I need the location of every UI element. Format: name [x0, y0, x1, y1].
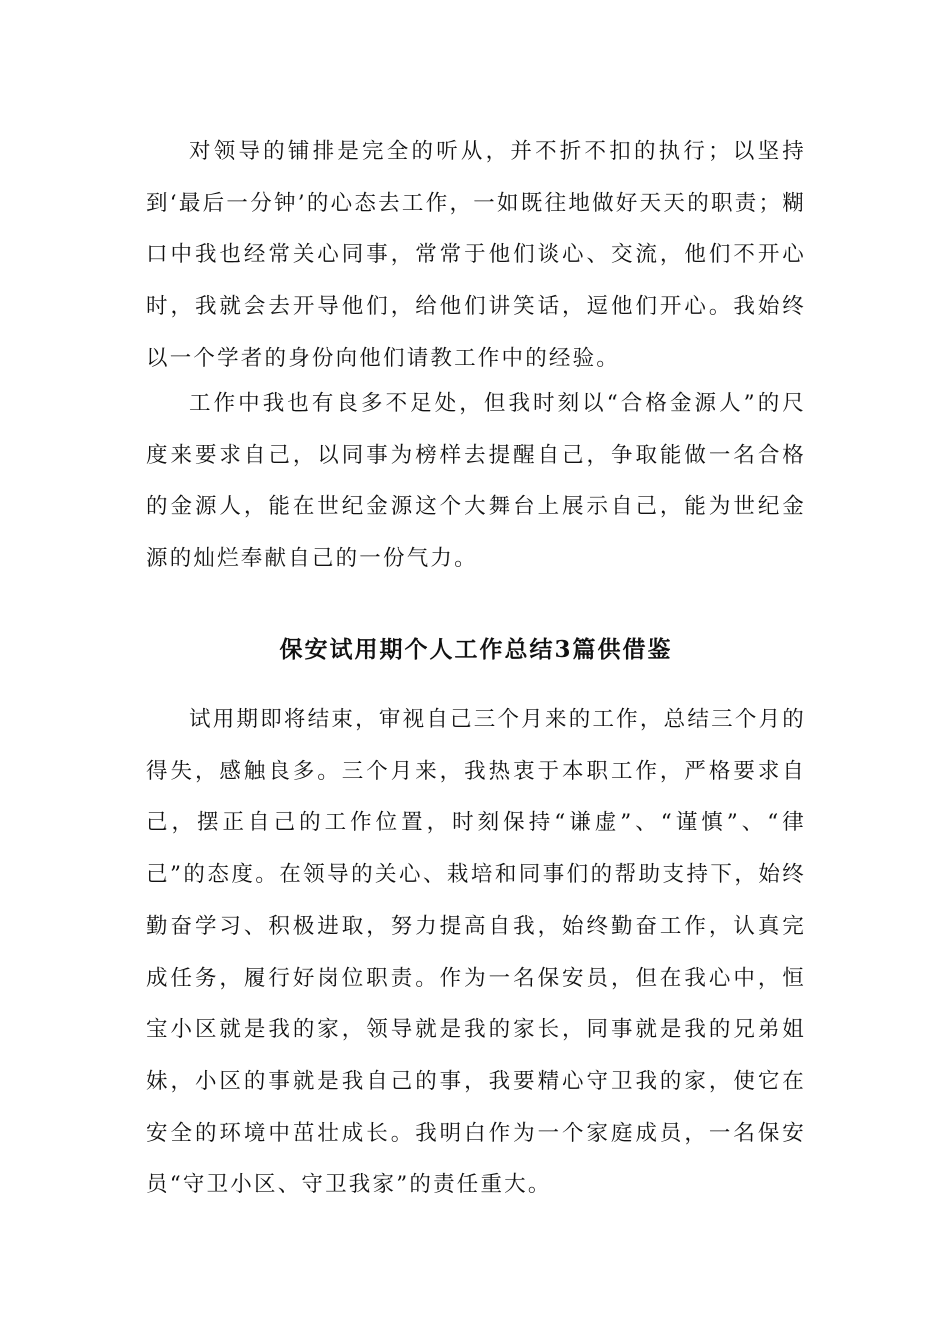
paragraph-probation-summary: 试用期即将结束，审视自己三个月来的工作，总结三个月的得失，感触良多。三个月来，我热衷于本职工作，严格要求自己，摆正自己的工作位置，时刻保持“谦虚”、“谨慎”、“律己”的态度。在领导的关心、栽培和同事们的帮助支持下，始终勤奋学习、积极进取，努力提高自我，始终勤奋工作，认真完成任务，履行好岗位职责。作为一名保安员，但在我心中，恒宝小区就是我的家，领导就是我的家长，同事就是我的兄弟姐妹，小区的事就是我自己的事，我要精心守卫我的家，使它在安全的环境中茁壮成长。我明白作为一个家庭成员，一名保安员“守卫小区、守卫我家”的责任重大。	[146, 707, 806, 1198]
section-title: 保安试用期个人工作总结3篇供借鉴	[279, 636, 673, 663]
paragraph-shortcomings: 工作中我也有良多不足处，但我时刻以“合格金源人”的尺度来要求自己，以同事为榜样去提醒自己，争取能做一名合格的金源人，能在世纪金源这个大舞台上展示自己，能为世纪金源的灿烂奉献自己的一份气力。	[146, 391, 806, 572]
paragraph-leadership: 对领导的铺排是完全的听从，并不折不扣的执行；以坚持到‘最后一分钟’的心态去工作，一如既往地做好天天的职责；糊口中我也经常关心同事，常常于他们谈心、交流，他们不开心时，我就会去开导他们，给他们讲笑话，逗他们开心。我始终以一个学者的身份向他们请教工作中的经验。	[146, 139, 806, 371]
